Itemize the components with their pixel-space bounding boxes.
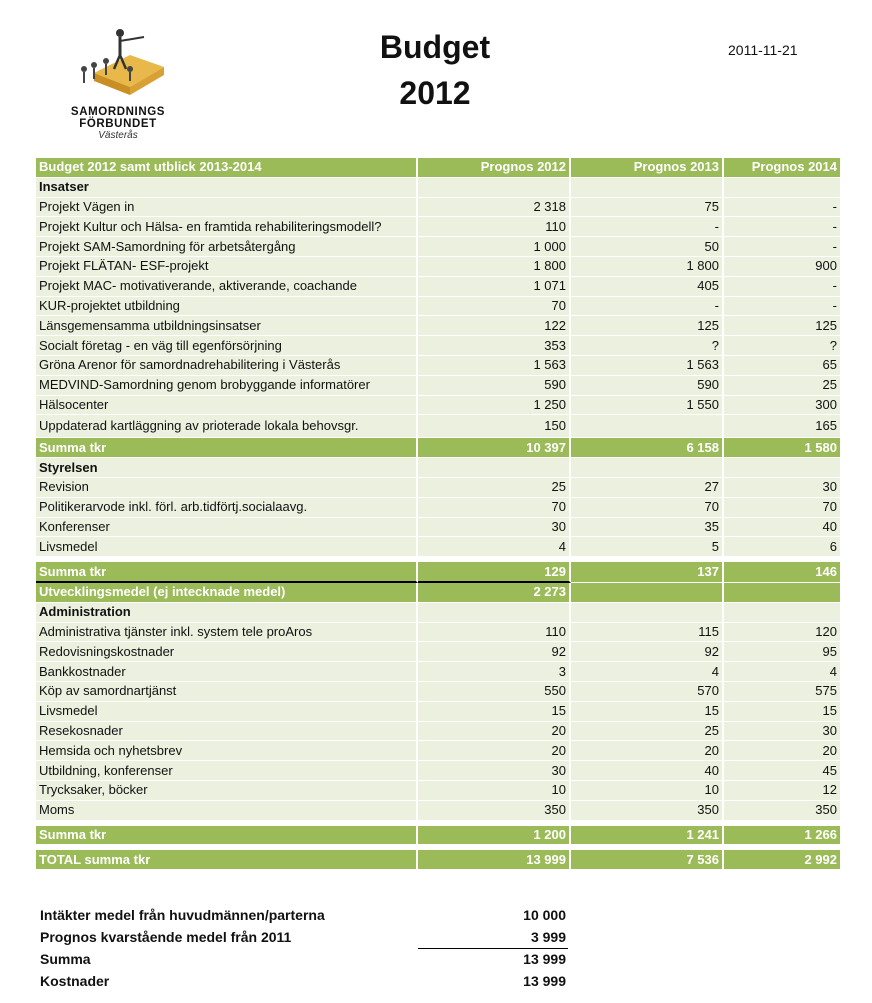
cell-value: 125 — [724, 316, 842, 336]
section-heading — [36, 603, 842, 623]
cell-value: 146 — [724, 562, 842, 583]
cell-value — [724, 458, 842, 478]
row-label: Styrelsen — [36, 458, 418, 478]
sum-row — [36, 562, 842, 583]
cell-value: 1 800 — [418, 257, 571, 277]
cell-value: 65 — [724, 356, 842, 376]
cell-value: 122 — [418, 316, 571, 336]
cell-value: 4 — [571, 662, 724, 682]
cell-value: 125 — [571, 316, 724, 336]
cell-value: 20 — [724, 741, 842, 761]
row-label: Resekosnader — [36, 722, 418, 742]
cell-value: 20 — [571, 741, 724, 761]
cell-value — [571, 583, 724, 603]
table-row — [36, 198, 842, 218]
row-label: Bankkostnader — [36, 662, 418, 682]
row-label: Summa tkr — [36, 438, 418, 458]
title-line-1: Budget — [379, 29, 491, 65]
cell-value: 45 — [724, 761, 842, 781]
row-label: Köp av samordnartjänst — [36, 682, 418, 702]
table-row — [36, 217, 842, 237]
row-label: Livsmedel — [36, 537, 418, 557]
row-label: Gröna Arenor för samordnadrehabilitering i Västerås — [36, 356, 418, 376]
row-label: Projekt FLÄTAN- ESF-projekt — [36, 257, 418, 277]
cell-value: 10 — [571, 781, 724, 801]
cell-value: 7 536 — [571, 850, 724, 870]
table-row — [36, 702, 842, 722]
cell-value: 70 — [418, 498, 571, 518]
summary-value: 10 000 — [523, 907, 566, 923]
row-label: Trycksaker, böcker — [36, 781, 418, 801]
table-row — [36, 396, 842, 416]
cell-value: 1 563 — [418, 356, 571, 376]
row-label: MEDVIND-Samordning genom brobyggande informatörer — [36, 376, 418, 396]
cell-value: ? — [571, 336, 724, 356]
budget-table-body — [36, 158, 842, 870]
cell-value: 30 — [724, 478, 842, 498]
table-row — [36, 257, 842, 277]
table-row — [36, 662, 842, 682]
row-label: Moms — [36, 801, 418, 821]
sum-row — [36, 826, 842, 846]
table-header — [36, 158, 842, 178]
table-row — [36, 642, 842, 662]
cell-value: ? — [724, 336, 842, 356]
row-label: Hemsida och nyhetsbrev — [36, 741, 418, 761]
summary-value: 13 999 — [523, 951, 566, 967]
total-row — [36, 850, 842, 870]
cell-value: 1 563 — [571, 356, 724, 376]
table-row — [36, 518, 842, 538]
cell-value — [724, 178, 842, 198]
cell-value: 1 000 — [418, 237, 571, 257]
cell-value: 40 — [571, 761, 724, 781]
summary-label: Prognos kvarstående medel från 2011 — [40, 929, 292, 945]
cell-value: - — [571, 297, 724, 317]
row-label: Utvecklingsmedel (ej intecknade medel) — [36, 583, 418, 603]
cell-value: 575 — [724, 682, 842, 702]
row-label: Revision — [36, 478, 418, 498]
row-label: Projekt MAC- motivativerande, aktiverande, coachande — [36, 277, 418, 297]
cell-value: 25 — [571, 722, 724, 742]
summary-row — [36, 926, 576, 948]
table-row — [36, 761, 842, 781]
page-title — [310, 24, 560, 116]
document-date: 2011-11-21 — [728, 42, 798, 58]
cell-value — [418, 178, 571, 198]
budget-table — [36, 158, 842, 870]
row-label: Projekt Vägen in — [36, 198, 418, 218]
row-label: Livsmedel — [36, 702, 418, 722]
cell-value: 1 200 — [418, 826, 571, 846]
cell-value — [724, 583, 842, 603]
cell-value: 350 — [724, 801, 842, 821]
table-row — [36, 741, 842, 761]
table-row — [36, 801, 842, 821]
cell-value: - — [724, 297, 842, 317]
table-row — [36, 356, 842, 376]
cell-value: 15 — [571, 702, 724, 722]
table-row — [36, 682, 842, 702]
cell-value: 115 — [571, 623, 724, 643]
section-heading — [36, 178, 842, 198]
cell-value: 120 — [724, 623, 842, 643]
cell-value: Prognos 2014 — [724, 158, 842, 178]
cell-value: 1 580 — [724, 438, 842, 458]
cell-value: 75 — [571, 198, 724, 218]
summary-value: 13 999 — [523, 973, 566, 989]
cell-value: 405 — [571, 277, 724, 297]
row-label: Summa tkr — [36, 562, 418, 583]
cell-value: 25 — [724, 376, 842, 396]
logo-line-2: FÖRBUNDET — [79, 118, 157, 130]
cell-value: 30 — [724, 722, 842, 742]
row-label: Administration — [36, 603, 418, 623]
cell-value: 570 — [571, 682, 724, 702]
table-row — [36, 781, 842, 801]
cell-value: 13 999 — [418, 850, 571, 870]
cell-value: 3 — [418, 662, 571, 682]
cell-value: 1 266 — [724, 826, 842, 846]
cell-value — [571, 458, 724, 478]
cell-value — [571, 415, 724, 438]
cell-value: 25 — [418, 478, 571, 498]
cell-value: 350 — [418, 801, 571, 821]
logo-figures-icon — [72, 25, 172, 115]
cell-value: 50 — [571, 237, 724, 257]
cell-value: 1 071 — [418, 277, 571, 297]
cell-value: 5 — [571, 537, 724, 557]
section-heading — [36, 458, 842, 478]
row-label: Hälsocenter — [36, 396, 418, 416]
cell-value — [571, 603, 724, 623]
table-row — [36, 277, 842, 297]
table-row — [36, 316, 842, 336]
cell-value: 137 — [571, 562, 724, 583]
cell-value: 15 — [724, 702, 842, 722]
cell-value: 15 — [418, 702, 571, 722]
row-label: Uppdaterad kartläggning av prioterade lokala behovsgr. — [36, 415, 418, 438]
row-label: TOTAL summa tkr — [36, 850, 418, 870]
table-row — [36, 722, 842, 742]
cell-value: 92 — [571, 642, 724, 662]
cell-value: 550 — [418, 682, 571, 702]
logo-line-3: Västerås — [98, 130, 138, 141]
cell-value: 30 — [418, 518, 571, 538]
cell-value: 20 — [418, 741, 571, 761]
cell-value: 70 — [418, 297, 571, 317]
cell-value: 10 — [418, 781, 571, 801]
cell-value: 27 — [571, 478, 724, 498]
row-label: Summa tkr — [36, 826, 418, 846]
cell-value: 129 — [418, 562, 571, 583]
cell-value: 10 397 — [418, 438, 571, 458]
row-label: Projekt Kultur och Hälsa- en framtida rehabiliteringsmodell? — [36, 217, 418, 237]
logo-text — [53, 106, 183, 142]
row-label: KUR-projektet utbildning — [36, 297, 418, 317]
cell-value: 2 992 — [724, 850, 842, 870]
table-row — [36, 376, 842, 396]
cell-value: 110 — [418, 623, 571, 643]
row-label: Insatser — [36, 178, 418, 198]
cell-value: - — [724, 237, 842, 257]
cell-value: 590 — [418, 376, 571, 396]
summary-label: Intäkter medel från huvudmännen/parterna — [40, 907, 325, 923]
cell-value: 300 — [724, 396, 842, 416]
cell-value — [418, 603, 571, 623]
summary-row — [36, 970, 576, 992]
sum-row — [36, 438, 842, 458]
table-row — [36, 537, 842, 557]
summary-row — [36, 904, 576, 926]
cell-value: Prognos 2012 — [418, 158, 571, 178]
table-row — [36, 623, 842, 643]
table-row — [36, 237, 842, 257]
table-row — [36, 297, 842, 317]
cell-value: 92 — [418, 642, 571, 662]
cell-value: 590 — [571, 376, 724, 396]
cell-value: 12 — [724, 781, 842, 801]
cell-value: - — [724, 198, 842, 218]
cell-value: 6 158 — [571, 438, 724, 458]
cell-value — [724, 603, 842, 623]
cell-value: 4 — [724, 662, 842, 682]
cell-value: 70 — [571, 498, 724, 518]
row-label: Politikerarvode inkl. förl. arb.tidförtj.socialaavg. — [36, 498, 418, 518]
cell-value: 4 — [418, 537, 571, 557]
cell-value: 35 — [571, 518, 724, 538]
row-label: Redovisningskostnader — [36, 642, 418, 662]
cell-value: 350 — [571, 801, 724, 821]
cell-value: 900 — [724, 257, 842, 277]
row-label: Konferenser — [36, 518, 418, 538]
cell-value: 1 550 — [571, 396, 724, 416]
table-row — [36, 498, 842, 518]
cell-value: 40 — [724, 518, 842, 538]
summary-label: Summa — [40, 951, 91, 967]
row-label: Projekt SAM-Samordning för arbetsåtergång — [36, 237, 418, 257]
cell-value: 1 800 — [571, 257, 724, 277]
row-label: Budget 2012 samt utblick 2013-2014 — [36, 158, 418, 178]
cell-value: 2 273 — [418, 583, 571, 603]
table-row — [36, 478, 842, 498]
cell-value: 1 250 — [418, 396, 571, 416]
row-label: Socialt företag - en väg till egenförsörjning — [36, 336, 418, 356]
cell-value: - — [724, 217, 842, 237]
cell-value: - — [571, 217, 724, 237]
cell-value: 20 — [418, 722, 571, 742]
cell-value: 2 318 — [418, 198, 571, 218]
cell-value — [571, 178, 724, 198]
row-label: Administrativa tjänster inkl. system tele proAros — [36, 623, 418, 643]
cell-value — [418, 458, 571, 478]
cell-value: 1 241 — [571, 826, 724, 846]
cell-value: 30 — [418, 761, 571, 781]
row-label: Utbildning, konferenser — [36, 761, 418, 781]
cell-value: 6 — [724, 537, 842, 557]
logo-line-1: SAMORDNINGS — [70, 106, 166, 118]
cell-value: 165 — [724, 415, 842, 438]
summary-label: Kostnader — [40, 973, 110, 989]
cell-value: 70 — [724, 498, 842, 518]
table-row — [36, 336, 842, 356]
summary-row — [36, 948, 576, 970]
summary-block — [36, 904, 576, 992]
cell-value: Prognos 2013 — [571, 158, 724, 178]
table-row — [36, 415, 842, 438]
cell-value: 353 — [418, 336, 571, 356]
title-line-2: 2012 — [399, 75, 471, 111]
summary-value: 3 999 — [530, 929, 566, 945]
row-label: Länsgemensamma utbildningsinsatser — [36, 316, 418, 336]
cell-value: 95 — [724, 642, 842, 662]
development-funds-row — [36, 583, 842, 603]
cell-value: 110 — [418, 217, 571, 237]
cell-value: - — [724, 277, 842, 297]
cell-value: 150 — [418, 415, 571, 438]
